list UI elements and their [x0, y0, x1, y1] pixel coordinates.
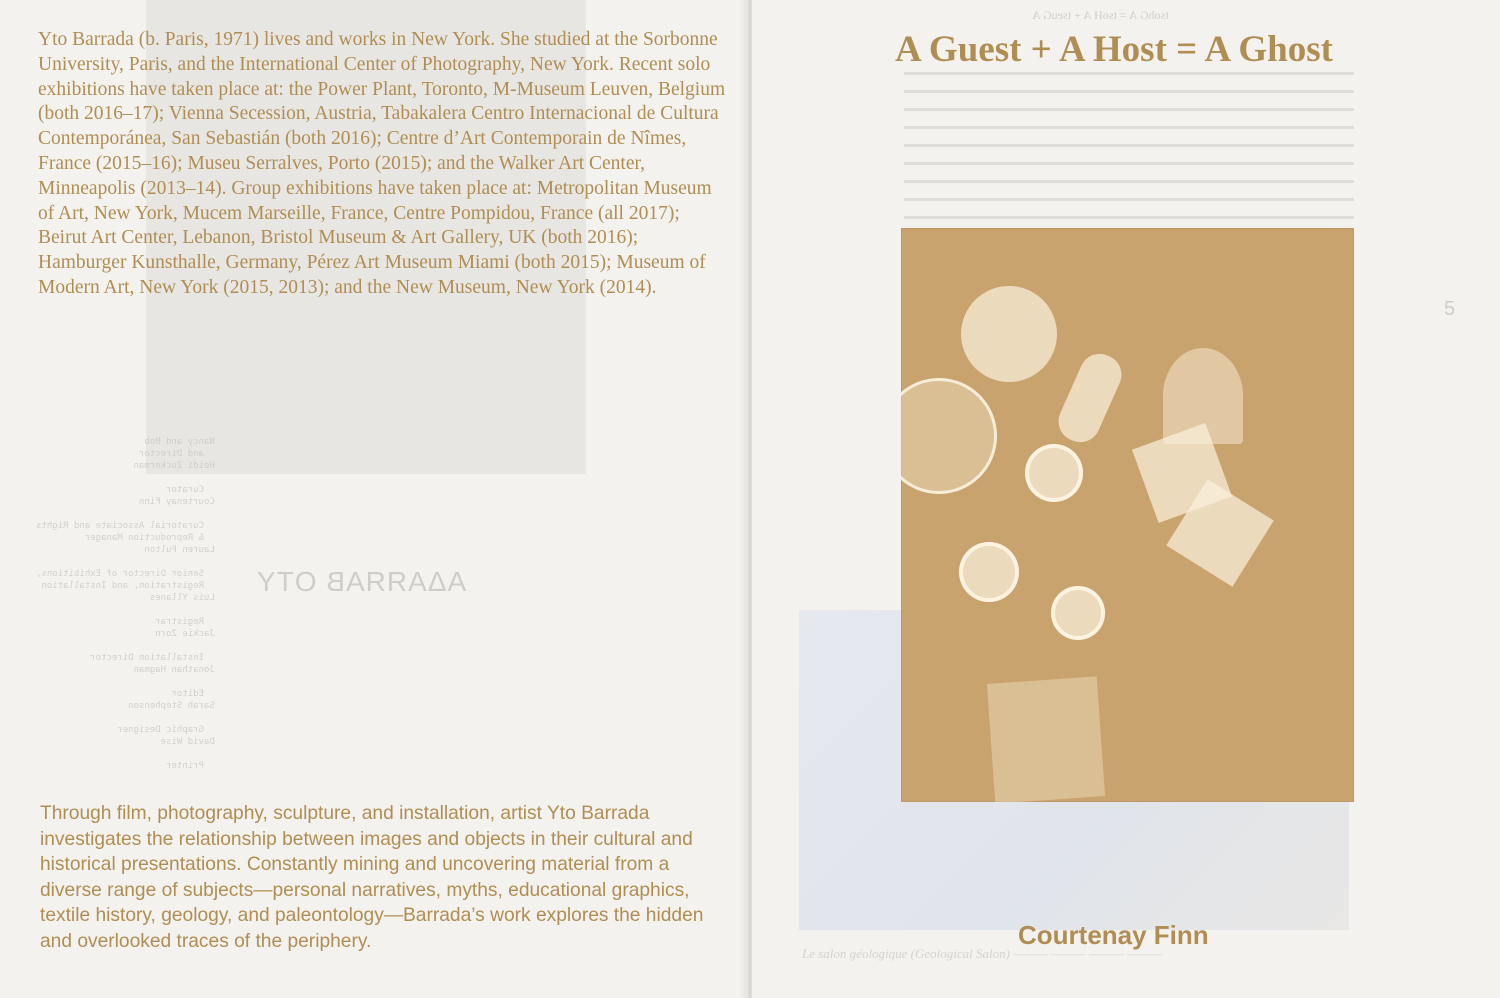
left-page — [0, 0, 748, 998]
show-through-running-header: tsohG A = tsoH A + tseuG A — [1032, 8, 1169, 22]
photogram-lens — [1025, 444, 1083, 502]
show-through-artist-name: AΔAЯЯAB OTY — [256, 566, 467, 597]
photogram-image — [901, 228, 1354, 802]
photogram-circle — [961, 286, 1057, 382]
show-through-credits: Nancy and Bob and Director Heidi Zuckerman Curator Courtenay Finn Curatorial Associate and Rights & Reproduction Manager Lauren Fulton Senior Director of Exhibitions, Registration, and Installation Luis Yllanes Registrar Jackie Zorn Installation Director Jonathan Hagman Editor Sarah Stephenson Graphic Designer David Wise Printer — [36, 437, 215, 771]
photogram-ring — [901, 378, 997, 494]
show-through-caption: Le salon géologique (Geological Salon) ——— ——— ——— ——— — [802, 946, 1162, 961]
photogram-bar — [1052, 347, 1128, 448]
photogram-lens — [1051, 586, 1105, 640]
exhibition-introduction: Through film, photography, sculpture, and installation, artist Yto Barrada investigates the relationship between images and objects in their cultural and historical presentations. Constantly mining and uncovering material from a diverse range of subjects—personal narratives, myths, educational graphics, textile history, geology, and paleontology—Barrada’s work explores the hidden and overlooked traces of the periphery. — [40, 803, 704, 952]
right-page — [752, 0, 1500, 998]
artist-biography: Yto Barrada (b. Paris, 1971) lives and works in New York. She studied at the Sorbonne University, Paris, and the International Center of Photography, New York. Recent solo exhibitions have taken place at: the Power Plant, Toronto, M-Museum Leuven, Belgium (both 2016–17); Vienna Secession, Austria, Tabakalera Centro Internacional de Cultura Contemporánea, San Sebastián (both 2016); Centre d’Art Contemporain de Nîmes, France (2015–16); Museu Serralves, Porto (2015); and the Walker Art Center, Minneapolis (2013–14). Group exhibitions have taken place at: Metropolitan Museum of Art, New York, Mucem Marseille, France, Centre Pompidou, France (all 2017); Beirut Art Center, Lebanon, Bristol Museum & Art Gallery, UK (both 2016); Hamburger Kunsthalle, Germany, Pérez Art Museum Miami (both 2015); Museum of Modern Art, New York (2015, 2013); and the New Museum, New York (2014). — [38, 29, 726, 298]
photogram-lens — [959, 542, 1019, 602]
photogram-sheet — [987, 676, 1105, 802]
essay-title: A Guest + A Host = A Ghost — [895, 29, 1333, 70]
show-through-folio: 5 — [1444, 298, 1456, 320]
essay-author: Courtenay Finn — [1018, 920, 1209, 950]
show-through-text — [904, 72, 1354, 232]
